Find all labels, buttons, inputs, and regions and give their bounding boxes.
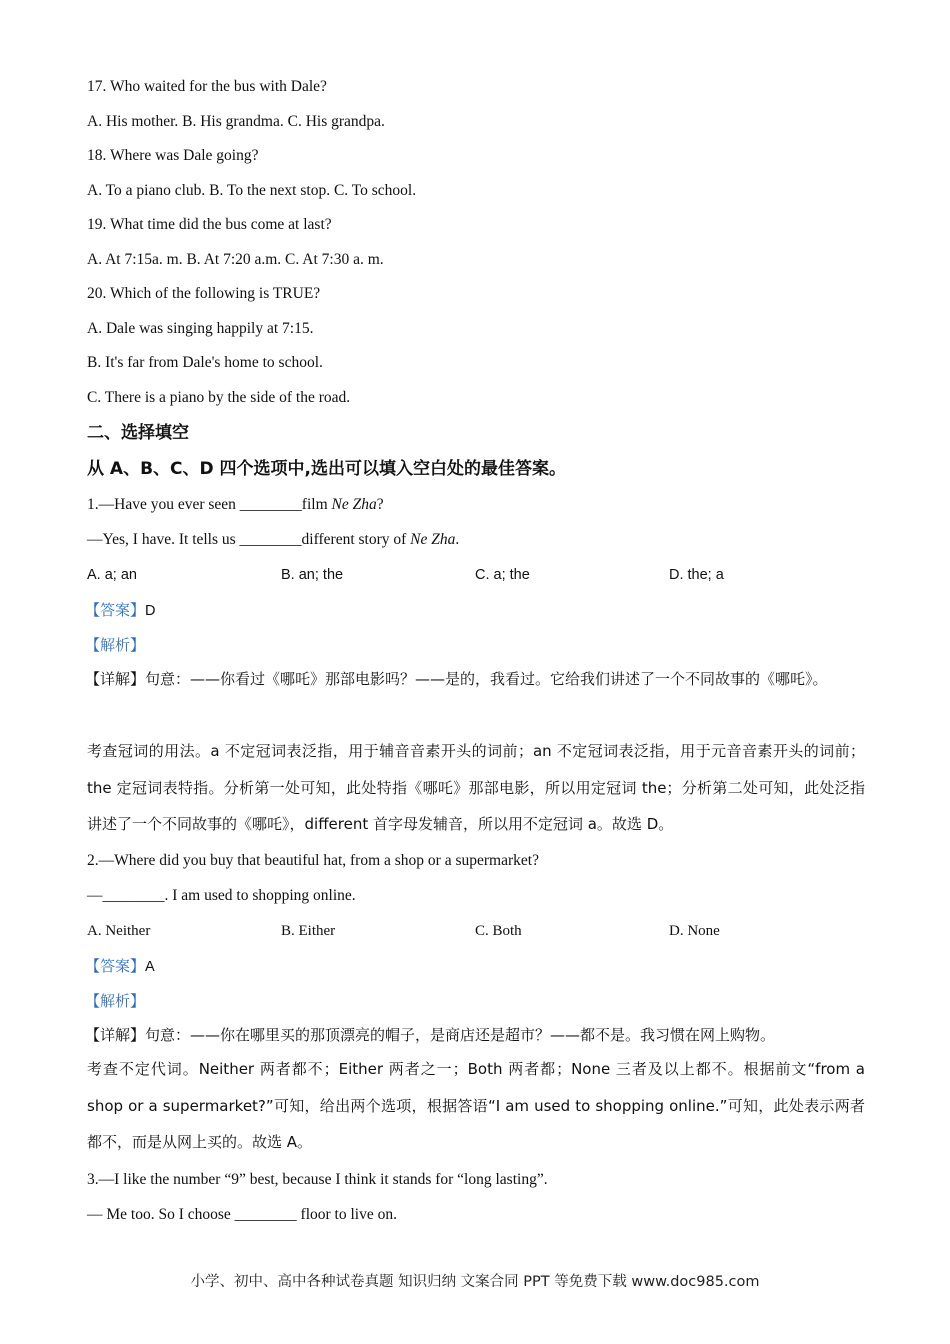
item-2-answer bbox=[85, 956, 155, 977]
item-2-analysis-tag: 【解析】 bbox=[85, 992, 146, 1010]
item-1-detail: 【详解】句意：——你看过《哪吒》那部电影吗？——是的，我看过。它给我们讲述了一个不同故事的《哪吒》。 bbox=[85, 670, 828, 688]
item-1-option-a: A. a; an bbox=[87, 567, 137, 583]
item-1-answer-tag: 【答案】 bbox=[85, 601, 146, 619]
question-20-option-c: C. There is a piano by the side of the road. bbox=[87, 389, 351, 406]
item-1-line-2-text: —Yes, I have. It tells us ________different story of bbox=[87, 531, 411, 548]
item-1-explanation: 考查冠词的用法。a 不定冠词表泛指，用于辅音音素开头的词前；an 不定冠词表泛指，用于元音音素开头的词前；the 定冠词表特指。分析第一处可知，此处特指《哪吒》那部电影，所以用定冠词 the；分析第二处可知，此处泛指讲述了一个不同故事的《哪吒》，different 首字母发辅音，所以用不定冠词 a。故选 D。 bbox=[87, 742, 865, 833]
item-1-option-b: B. an; the bbox=[281, 567, 344, 583]
item-2-option-d: D. None bbox=[669, 923, 720, 939]
item-1-option-d: D. the; a bbox=[669, 567, 724, 583]
item-2-answer-tag: 【答案】 bbox=[85, 957, 146, 975]
item-1-line-2-end: . bbox=[455, 531, 460, 548]
item-1-line-1-end: ? bbox=[376, 496, 384, 513]
page-footer: 小学、初中、高中各种试卷真题 知识归纳 文案合同 PPT 等免费下载 www.doc985.com bbox=[190, 1274, 760, 1290]
item-2-line-2: —________. I am used to shopping online. bbox=[87, 887, 356, 904]
item-1-line-2 bbox=[87, 530, 459, 550]
item-1-option-c: C. a; the bbox=[475, 567, 530, 583]
item-2-detail: 【详解】句意：——你在哪里买的那顶漂亮的帽子，是商店还是超市？——都不是。我习惯在网上购物。 bbox=[85, 1026, 776, 1044]
item-1-answer bbox=[85, 600, 156, 621]
section-title: 二、选择填空 bbox=[87, 423, 189, 443]
item-2-option-c: C. Both bbox=[475, 923, 522, 939]
item-3-line-2: — Me too. So I choose ________ floor to live on. bbox=[87, 1206, 397, 1223]
question-18-options: A. To a piano club. B. To the next stop. C. To school. bbox=[87, 182, 417, 199]
item-1-line-1-title: Ne Zha bbox=[331, 496, 377, 513]
item-1-line-2-title: Ne Zha bbox=[410, 531, 456, 548]
item-2-option-b: B. Either bbox=[281, 923, 336, 939]
item-2-answer-value: A bbox=[145, 959, 155, 975]
item-2-explanation: 考查不定代词。Neither 两者都不；Either 两者之一；Both 两者都；None 三者及以上都不。根据前文“from a shop or a supermarket?”可知，给出两个选项，根据答语“I am used to shopping online.”可知，此处表示两者都不，而是从网上买的。故选 A。 bbox=[87, 1060, 865, 1151]
item-3-line-1: 3.—I like the number “9” best, because I think it stands for “long lasting”. bbox=[87, 1171, 548, 1188]
question-17-options: A. His mother. B. His grandma. C. His grandpa. bbox=[87, 113, 385, 130]
question-19: 19. What time did the bus come at last? bbox=[87, 216, 332, 233]
question-20-option-a: A. Dale was singing happily at 7:15. bbox=[87, 320, 314, 337]
item-1-answer-value: D bbox=[145, 603, 156, 619]
item-2-line-1: 2.—Where did you buy that beautiful hat, from a shop or a supermarket? bbox=[87, 852, 539, 869]
question-20: 20. Which of the following is TRUE? bbox=[87, 285, 321, 302]
item-1-line-1-text: 1.—Have you ever seen ________film bbox=[87, 496, 332, 513]
question-20-option-b: B. It's far from Dale's home to school. bbox=[87, 354, 323, 371]
item-1-analysis-tag: 【解析】 bbox=[85, 636, 146, 654]
question-18: 18. Where was Dale going? bbox=[87, 147, 259, 164]
item-2-option-a: A. Neither bbox=[87, 923, 151, 939]
question-19-options: A. At 7:15a. m. B. At 7:20 a.m. C. At 7:30 a. m. bbox=[87, 251, 384, 268]
section-instruction: 从 A、B、C、D 四个选项中,选出可以填入空白处的最佳答案。 bbox=[87, 459, 566, 479]
question-17: 17. Who waited for the bus with Dale? bbox=[87, 78, 327, 95]
item-1-line-1 bbox=[87, 495, 384, 515]
